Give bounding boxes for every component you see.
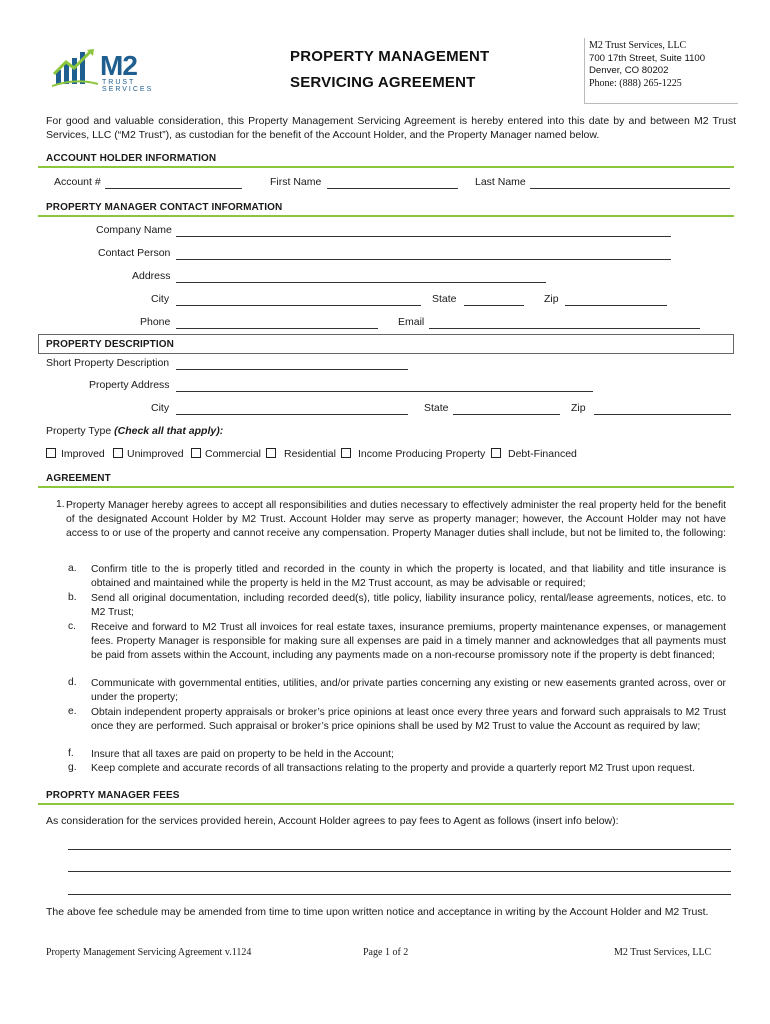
footer-document-version: Property Management Servicing Agreement v.1124 — [46, 947, 252, 958]
property-type-label — [46, 425, 223, 437]
section-divider — [38, 486, 734, 488]
fee-line-3[interactable] — [68, 894, 731, 895]
checkbox-income-producing[interactable] — [341, 448, 351, 458]
address-field[interactable] — [176, 282, 546, 283]
duty-item-e: Obtain independent property appraisals or broker’s price opinions at least once every three years and forward such appraisals to M2 Trust once they are performed. Such appraisal or broker’s price opinions shall be used by M2 Trust to value the Account as required by law; — [91, 707, 726, 733]
checkbox-residential[interactable] — [266, 448, 276, 458]
email-label: Email — [398, 316, 425, 328]
checkbox-improved[interactable] — [46, 448, 56, 458]
type-label-debt-financed: Debt-Financed — [508, 448, 577, 460]
state-field[interactable] — [464, 305, 524, 306]
checkbox-debt-financed[interactable] — [491, 448, 501, 458]
type-label-unimproved: Unimproved — [127, 448, 184, 460]
logo-text: M2 — [100, 50, 137, 81]
logo-subtitle: TRUST SERVICES — [102, 79, 154, 93]
duty-item-d: Communicate with governmental entities, utilities, and/or private parties concerning any existing or new easements granted across, over or under the property; — [91, 678, 726, 704]
city-field[interactable] — [176, 305, 421, 306]
contact-person-field[interactable] — [176, 259, 671, 260]
property-type-hint: (Check all that apply): — [114, 425, 224, 437]
intro-paragraph: For good and valuable consideration, this Property Management Servicing Agreement is hereby entered into this date by and between M2 Trust Services, LLC (“M2 Trust”), as custodian for the benefit of the Account Holder, and the Property Manager named below. — [46, 115, 736, 141]
city-label: City — [151, 293, 170, 305]
account-holder-heading: ACCOUNT HOLDER INFORMATION — [46, 153, 217, 164]
fees-heading: PROPRTY MANAGER FEES — [46, 790, 180, 801]
type-label-residential: Residential — [284, 448, 336, 460]
property-address-label: Property Address — [89, 379, 170, 391]
property-type-text: Property Type — [46, 425, 112, 437]
document-title — [290, 44, 489, 96]
page-header — [0, 0, 770, 105]
phone-field[interactable] — [176, 328, 378, 329]
duty-letter-f: f. — [68, 748, 74, 759]
first-name-field[interactable] — [327, 188, 458, 189]
company-info — [589, 40, 705, 90]
company-phone: Phone: (888) 265-1225 — [589, 77, 682, 89]
duty-letter-c: c. — [68, 621, 77, 632]
email-field[interactable] — [429, 328, 700, 329]
last-name-label: Last Name — [475, 176, 526, 188]
zip-label: Zip — [544, 293, 559, 305]
fees-intro: As consideration for the services provided herein, Account Holder agrees to pay fees to Agent as follows (insert info below): — [46, 815, 619, 827]
agreement-heading: AGREEMENT — [46, 473, 111, 484]
company-logo — [52, 46, 182, 92]
duty-item-g: Keep complete and accurate records of all transactions relating to the property and provide a quarterly report M2 Trust upon request. — [91, 763, 695, 774]
company-city: Denver, CO 80202 — [589, 65, 669, 76]
title-line-2: SERVICING AGREEMENT — [290, 74, 476, 91]
property-zip-field[interactable] — [594, 414, 731, 415]
property-zip-label: Zip — [571, 402, 586, 414]
type-label-improved: Improved — [61, 448, 105, 460]
checkbox-commercial[interactable] — [191, 448, 201, 458]
fees-closing: The above fee schedule may be amended from time to time upon written notice and acceptance in writing by the Account Holder and M2 Trust. — [46, 906, 709, 918]
property-description-heading: PROPERTY DESCRIPTION — [46, 339, 174, 350]
footer-company: M2 Trust Services, LLC — [614, 947, 712, 958]
account-number-field[interactable] — [105, 188, 242, 189]
logo-bars-icon — [52, 48, 100, 88]
contact-person-label: Contact Person — [98, 247, 171, 259]
company-name-label: Company Name — [96, 224, 172, 236]
short-description-field[interactable] — [176, 369, 408, 370]
type-label-commercial: Commercial — [205, 448, 262, 460]
duty-item-a: Confirm title to the is properly titled and recorded in the county in which the property is located, and that liability and title insurance is obtained and maintained while the property is held in the M2 Trust account, as may be advisable or required; — [91, 564, 726, 590]
title-line-1: PROPERTY MANAGEMENT — [290, 48, 490, 65]
agreement-paragraph: Property Manager hereby agrees to accept all responsibilities and duties necessary to effectively administer the real property held for the benefit of the designated Account Holder by M2 Trust. Account Holder may serve as property manager; however, the Account Holder may not have access to or use of the property and cannot receive any compensation. Property Manager duties shall include, but not be limited to, the following: — [66, 500, 726, 540]
section-divider — [38, 215, 734, 217]
checkbox-unimproved[interactable] — [113, 448, 123, 458]
property-state-label: State — [424, 402, 449, 414]
company-name-field[interactable] — [176, 236, 671, 237]
property-city-label: City — [151, 402, 170, 414]
property-state-field[interactable] — [453, 414, 560, 415]
property-city-field[interactable] — [176, 414, 408, 415]
company-name: M2 Trust Services, LLC — [589, 40, 687, 51]
fee-line-1[interactable] — [68, 849, 731, 850]
footer-page-number: Page 1 of 2 — [363, 947, 409, 958]
duty-letter-e: e. — [68, 706, 77, 717]
section-divider — [38, 803, 734, 805]
duty-letter-b: b. — [68, 592, 77, 603]
last-name-field[interactable] — [530, 188, 730, 189]
fee-line-2[interactable] — [68, 871, 731, 872]
duty-item-c: Receive and forward to M2 Trust all invoices for real estate taxes, insurance premiums, property maintenance expenses, or management fees. Property Manager is responsible for making sure all expenses are paid in a timely manner and acknowledges that all payments must be paid from assets within the Account, including any payments made on a non-recourse promissory note if the property is debt financed; — [91, 622, 726, 662]
state-label: State — [432, 293, 457, 305]
property-address-field[interactable] — [176, 391, 593, 392]
property-manager-heading: PROPERTY MANAGER CONTACT INFORMATION — [46, 202, 283, 213]
zip-field[interactable] — [565, 305, 667, 306]
duty-letter-a: a. — [68, 563, 77, 574]
duty-letter-d: d. — [68, 677, 77, 688]
duty-letter-g: g. — [68, 762, 77, 773]
phone-label: Phone — [140, 316, 171, 328]
agreement-number: 1. — [56, 499, 65, 510]
duty-item-b: Send all original documentation, including recorded deed(s), title policy, liability insurance policy, rental/lease agreements, notices, etc. to M2 Trust; — [91, 593, 726, 619]
first-name-label: First Name — [270, 176, 322, 188]
type-label-income-producing: Income Producing Property — [358, 448, 486, 460]
address-label: Address — [132, 270, 171, 282]
duty-item-f: Insure that all taxes are paid on property to be held in the Account; — [91, 749, 394, 760]
company-street: 700 17th Street, Suite 1100 — [589, 52, 706, 64]
short-description-label: Short Property Description — [46, 357, 170, 369]
section-divider — [38, 166, 734, 168]
account-number-label: Account # — [54, 176, 101, 188]
